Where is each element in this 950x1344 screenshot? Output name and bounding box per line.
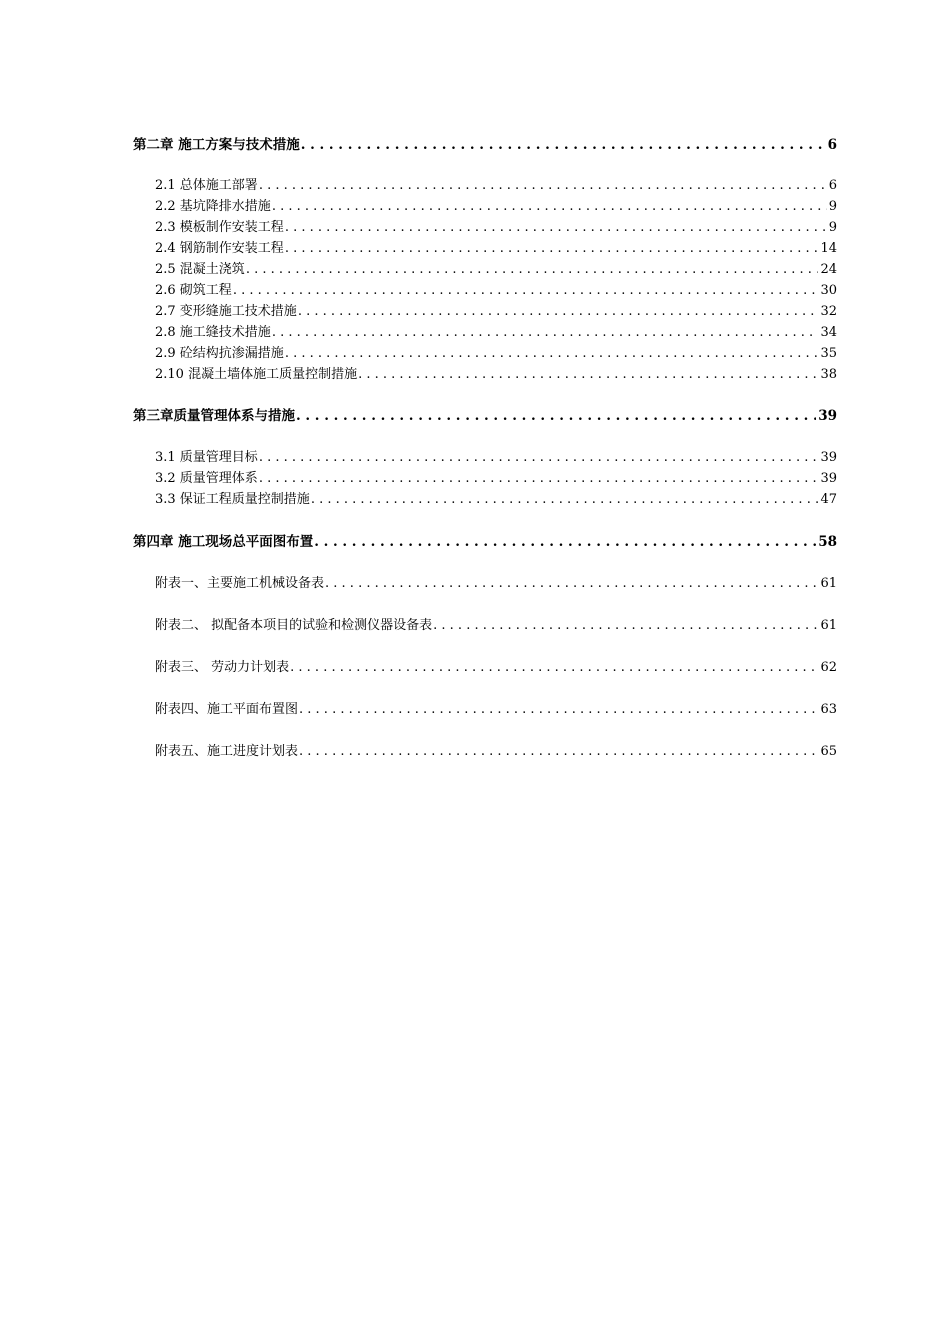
- dot-leader: [298, 303, 819, 321]
- toc-page-number: 63: [820, 702, 837, 717]
- dot-leader: [259, 470, 819, 488]
- toc-entry-label: 第三章质量管理体系与措施: [133, 408, 295, 424]
- toc-page-number: 61: [820, 576, 837, 591]
- toc-section-2-9[interactable]: [155, 345, 837, 363]
- toc-section-2-3[interactable]: [155, 219, 837, 237]
- dot-leader: [246, 261, 819, 279]
- toc-appendix-4[interactable]: [155, 701, 837, 719]
- toc-page-number: 39: [820, 450, 837, 465]
- toc-entry-label: 第四章 施工现场总平面图布置: [133, 534, 314, 550]
- dot-leader: [314, 533, 816, 551]
- dot-leader: [325, 575, 818, 593]
- toc-page-number: 62: [820, 660, 837, 675]
- dot-leader: [285, 345, 819, 363]
- toc-page-number: 30: [820, 283, 837, 298]
- toc-section-2-8[interactable]: [155, 324, 837, 342]
- dot-leader: [285, 240, 819, 258]
- toc-section-3-3[interactable]: [155, 491, 837, 509]
- dot-leader: [433, 617, 818, 635]
- dot-leader: [272, 198, 827, 216]
- toc-entry-label: 2.9 砼结构抗渗漏措施: [155, 346, 284, 361]
- toc-entry-label: 2.3 模板制作安装工程: [155, 220, 284, 235]
- toc-entry-label: 附表一、主要施工机械设备表: [155, 576, 325, 591]
- toc-appendix-1[interactable]: [155, 575, 837, 593]
- dot-leader: [358, 366, 818, 384]
- toc-page-number: 65: [820, 744, 837, 759]
- toc-appendix-5[interactable]: [155, 743, 837, 761]
- toc-entry-label: 3.2 质量管理体系: [155, 471, 258, 486]
- toc-chapter-3[interactable]: [133, 407, 837, 425]
- toc-section-2-1[interactable]: [155, 177, 837, 195]
- dot-leader: [285, 219, 827, 237]
- toc-page-number: 34: [820, 325, 837, 340]
- toc-entry-label: 2.2 基坑降排水措施: [155, 199, 271, 214]
- toc-entry-label: 附表五、施工进度计划表: [155, 744, 299, 759]
- toc-page-number: 35: [820, 346, 837, 361]
- toc-page-number: 39: [820, 471, 837, 486]
- toc-section-2-2[interactable]: [155, 198, 837, 216]
- toc-page-number: 6: [828, 178, 837, 193]
- toc-section-2-5[interactable]: [155, 261, 837, 279]
- toc-page-number: 14: [820, 241, 837, 256]
- toc-section-2-4[interactable]: [155, 240, 837, 258]
- dot-leader: [290, 659, 818, 677]
- toc-section-2-10[interactable]: [155, 366, 837, 384]
- toc-entry-label: 附表二、 拟配备本项目的试验和检测仪器设备表: [155, 618, 433, 633]
- dot-leader: [301, 136, 826, 154]
- toc-appendix-3[interactable]: [155, 659, 837, 677]
- toc-page-number: 32: [820, 304, 837, 319]
- toc-page-number: 39: [818, 408, 837, 424]
- dot-leader: [233, 282, 819, 300]
- toc-chapter-2[interactable]: [133, 136, 837, 154]
- dot-leader: [296, 407, 816, 425]
- toc-appendix-2[interactable]: [155, 617, 837, 635]
- toc-page-number: 6: [827, 137, 837, 153]
- toc-page-number: 47: [820, 492, 837, 507]
- toc-page-number: 38: [820, 367, 837, 382]
- toc-page-number: 58: [818, 534, 837, 550]
- dot-leader: [299, 701, 818, 719]
- toc-chapter-4[interactable]: [133, 533, 837, 551]
- dot-leader: [259, 177, 827, 195]
- toc-entry-label: 2.10 混凝土墙体施工质量控制措施: [155, 367, 358, 382]
- toc-section-2-6[interactable]: [155, 282, 837, 300]
- toc-entry-label: 3.3 保证工程质量控制措施: [155, 492, 310, 507]
- toc-entry-label: 2.5 混凝土浇筑: [155, 262, 245, 277]
- dot-leader: [299, 743, 818, 761]
- toc-entry-label: 第二章 施工方案与技术措施: [133, 137, 300, 153]
- toc-entry-label: 2.6 砌筑工程: [155, 283, 232, 298]
- dot-leader: [259, 449, 819, 467]
- toc-entry-label: 2.7 变形缝施工技术措施: [155, 304, 297, 319]
- dot-leader: [311, 491, 819, 509]
- toc-entry-label: 附表三、 劳动力计划表: [155, 660, 290, 675]
- toc-page-number: 61: [820, 618, 837, 633]
- toc-section-3-1[interactable]: [155, 449, 837, 467]
- toc-page-number: 24: [820, 262, 837, 277]
- dot-leader: [272, 324, 819, 342]
- toc-entry-label: 附表四、施工平面布置图: [155, 702, 299, 717]
- toc-entry-label: 2.1 总体施工部署: [155, 178, 258, 193]
- toc-page-number: 9: [828, 220, 837, 235]
- toc-section-2-7[interactable]: [155, 303, 837, 321]
- toc-entry-label: 3.1 质量管理目标: [155, 450, 258, 465]
- toc-entry-label: 2.8 施工缝技术措施: [155, 325, 271, 340]
- toc-entry-label: 2.4 钢筋制作安装工程: [155, 241, 284, 256]
- toc-section-3-2[interactable]: [155, 470, 837, 488]
- toc-page-number: 9: [828, 199, 837, 214]
